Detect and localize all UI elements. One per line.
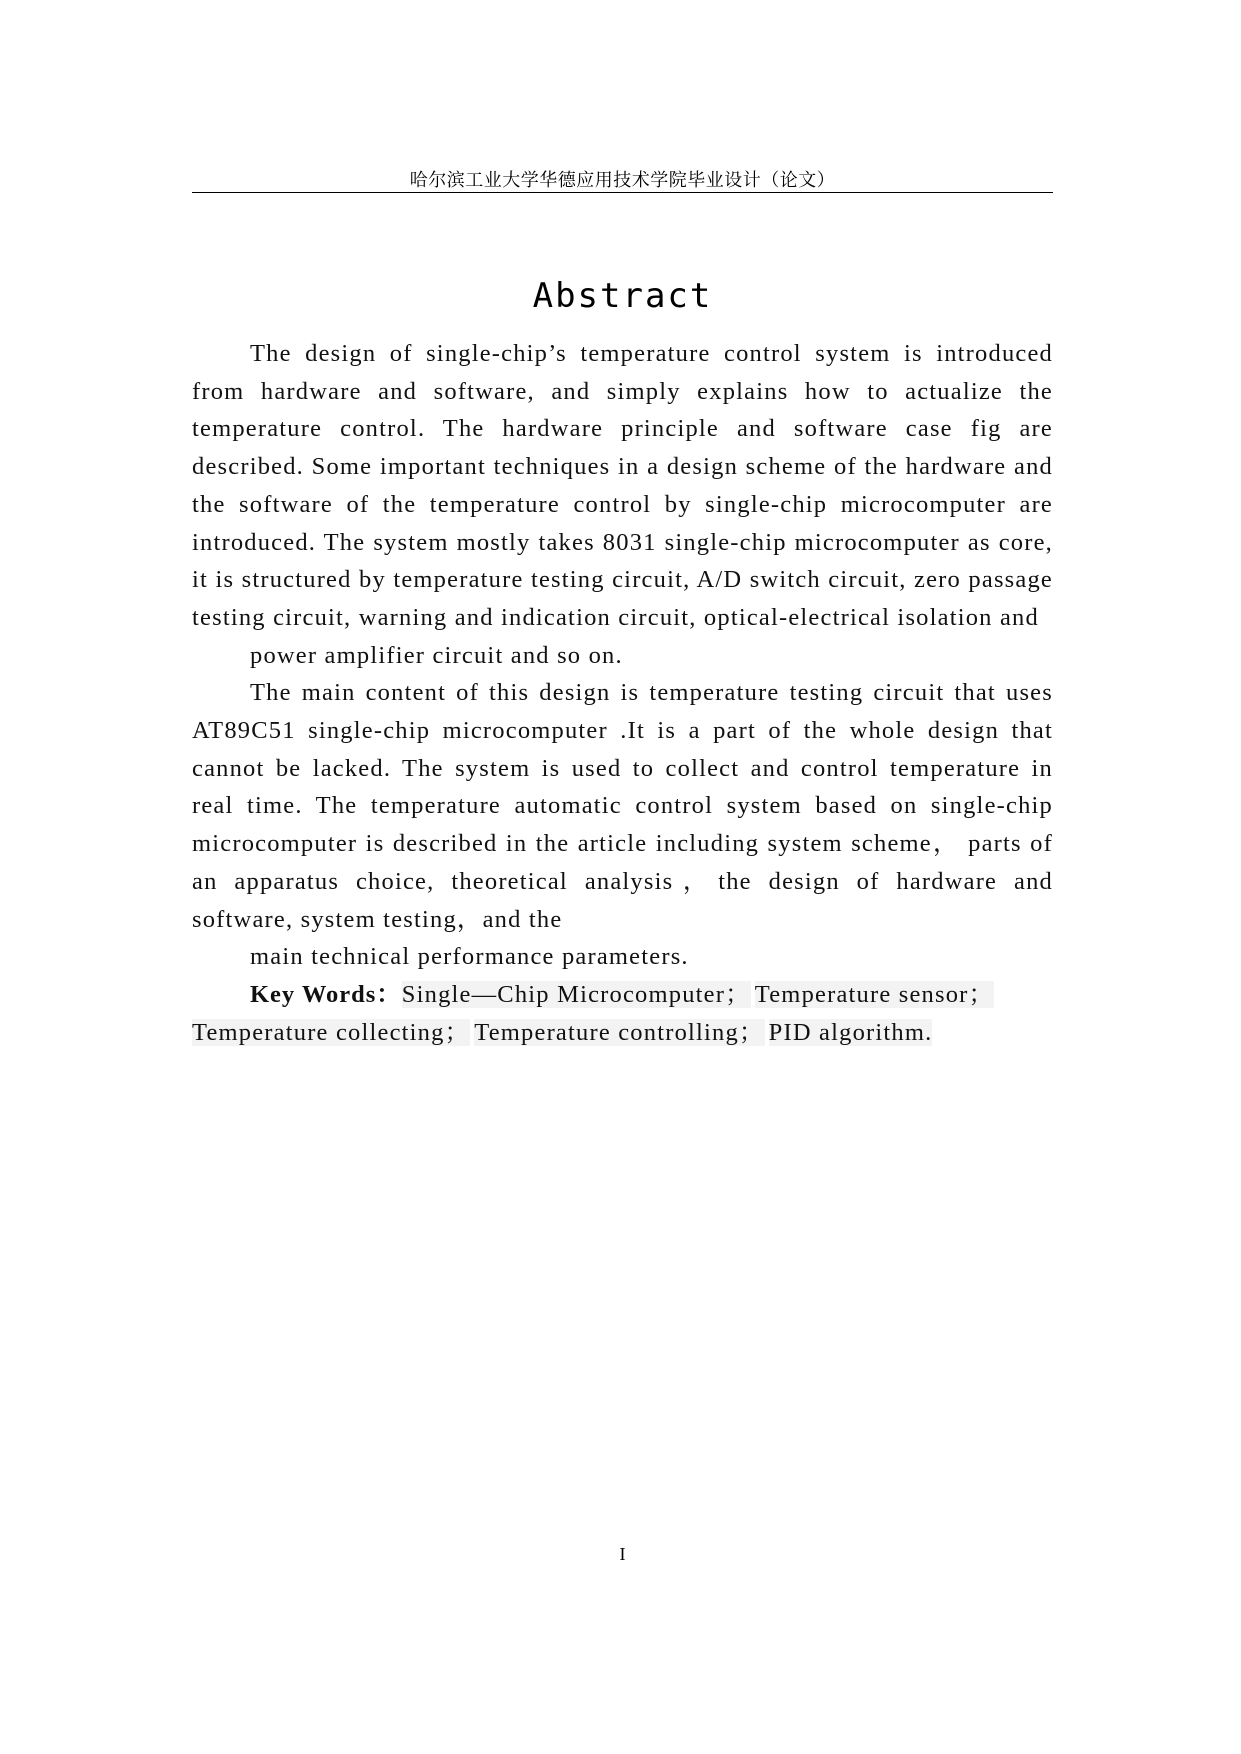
text-line: The design of single-chip’s temperature control system is (250, 340, 937, 367)
abstract-body (192, 335, 1053, 1051)
text-line: circuit, warning and indication circuit, optical-electrical isolation and (273, 603, 1039, 631)
text-line: main technical performance parameters. (250, 943, 689, 971)
keyword-item: Temperature sensor； (754, 980, 995, 1008)
text-line: temperature in real time. The temperature automatic control system (192, 754, 1054, 820)
text-line: based on single-chip microcomputer is described in the article (192, 792, 1053, 858)
text-line: analysis，the design of hardware and software, system testing，and the (192, 867, 1053, 933)
text-line: single-chip microcomputer are introduced. The system mostly takes (192, 490, 1053, 556)
text-line: design that cannot be lacked. The system is used to collect and control (192, 717, 1054, 782)
text-line: The main content of this design is temperature testing circuit that (250, 679, 1006, 707)
abstract-paragraph-1 (192, 335, 1053, 674)
text-line: case fig are described. Some important techniques in a design scheme (192, 415, 1053, 481)
running-header: 哈尔滨工业大学华德应用技术学院毕业设计（论文） (409, 170, 836, 191)
text-line: introduced from hardware and software, and simply explains how to (192, 340, 1053, 405)
text-line: actualize the temperature control. The hardware principle and software (192, 377, 1053, 443)
text-line: temperature testing circuit, A/D switch circuit, zero passage testing (192, 566, 1054, 631)
keywords-label: Key Words： (250, 980, 402, 1008)
page-number: I (619, 1544, 626, 1564)
header-rule (192, 192, 1053, 193)
keyword-item: Temperature collecting； (192, 1018, 471, 1046)
text-line: power amplifier circuit and so on. (250, 641, 623, 669)
text-line: of the hardware and the software of the temperature control by (192, 453, 1053, 518)
text-line: uses AT89C51 single-chip microcomputer .It is a part of the whole (192, 679, 1053, 745)
keyword-item: Temperature controlling； (474, 1018, 765, 1046)
text-line: including system scheme， parts of an apparatus choice, theoretical (192, 830, 1053, 895)
abstract-paragraph-2 (192, 674, 1053, 976)
abstract-title: Abstract (532, 276, 713, 316)
keyword-item: PID algorithm. (768, 1018, 933, 1046)
text-line: 8031 single-chip microcomputer as core, it is structured by (192, 528, 1053, 594)
keywords (192, 976, 1053, 1051)
keyword-item: Single—Chip Microcomputer； (401, 980, 751, 1008)
